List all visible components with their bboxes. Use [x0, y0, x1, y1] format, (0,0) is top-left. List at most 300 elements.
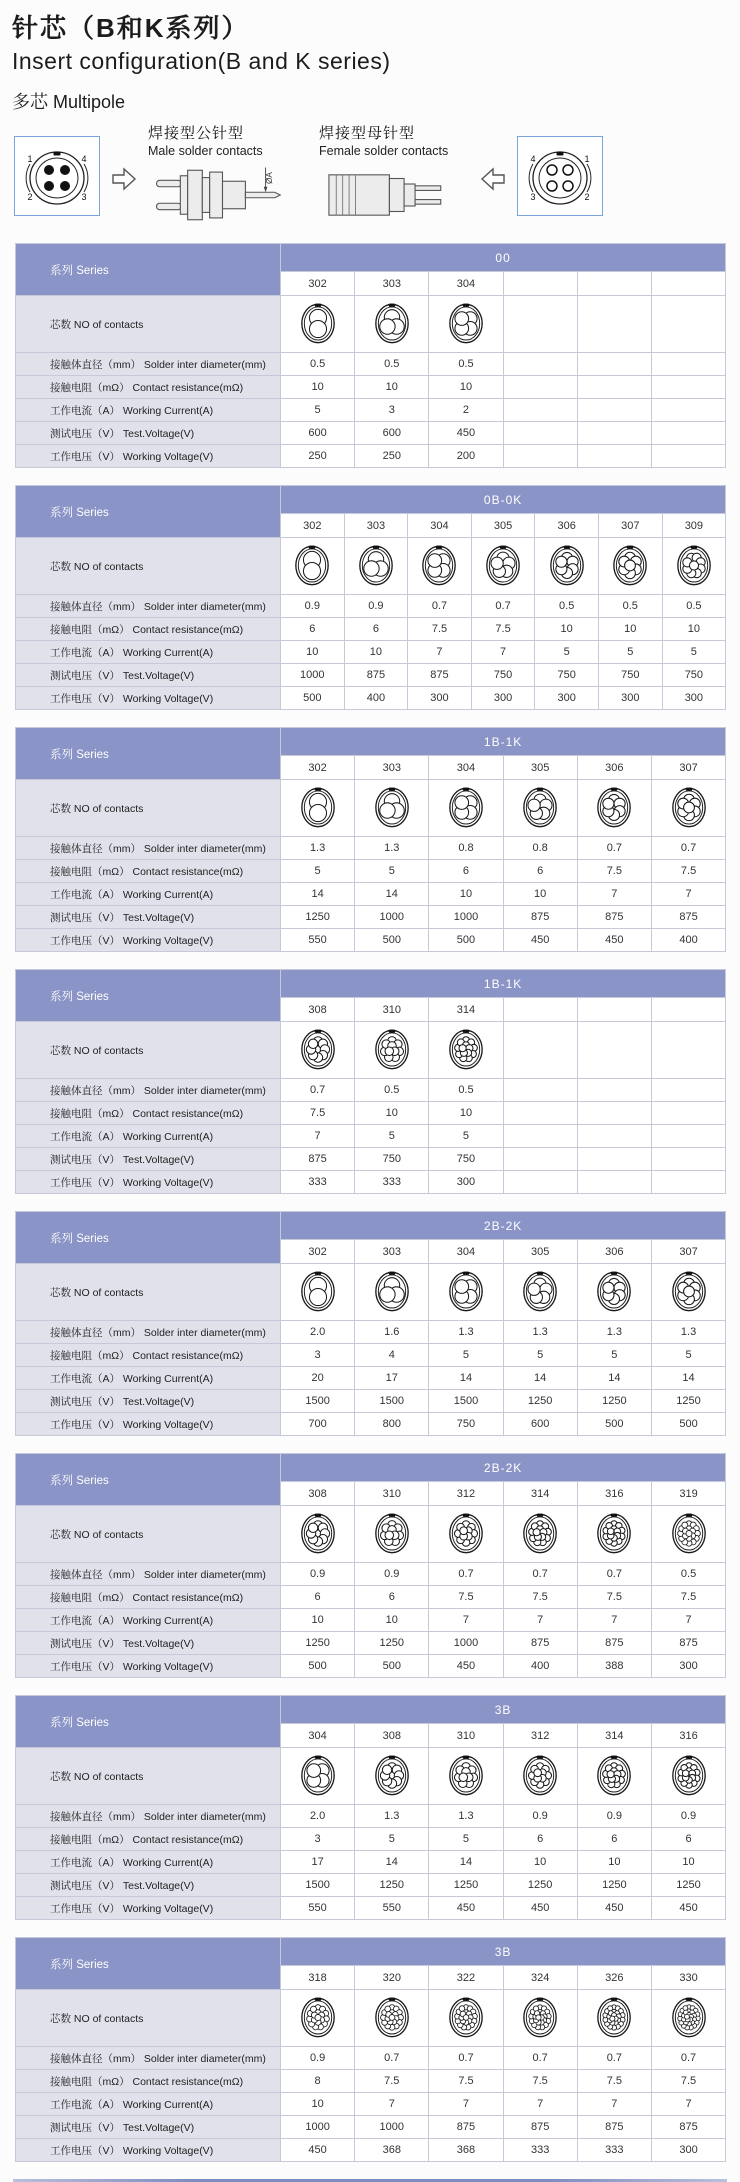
contacts-face-icon — [447, 1511, 485, 1555]
spec-row-working_voltage — [16, 687, 726, 710]
value-cell: 875 — [577, 2116, 651, 2139]
value-cell: 875 — [651, 1632, 725, 1655]
value-cell: 10 — [503, 883, 577, 906]
value-cell: 0.5 — [429, 1079, 503, 1102]
contacts-cell — [503, 1022, 577, 1079]
model-number: 306 — [577, 756, 651, 780]
spec-row-diameter — [16, 1079, 726, 1102]
contacts-cell — [503, 1264, 577, 1321]
contacts-face-icon — [373, 301, 411, 345]
value-cell: 875 — [344, 664, 408, 687]
contacts-face-icon — [299, 785, 337, 829]
series-label: 系列 Series — [16, 970, 281, 1022]
row-label-diameter: 接触体直径（mm） Solder inter diameter(mm) — [16, 595, 281, 618]
contacts-cell — [355, 1748, 429, 1805]
model-number: 303 — [355, 756, 429, 780]
model-number: 308 — [281, 1482, 355, 1506]
value-cell — [503, 1102, 577, 1125]
contacts-face-icon — [373, 785, 411, 829]
value-cell: 7 — [471, 641, 535, 664]
model-number: 316 — [577, 1482, 651, 1506]
male-connector-drawing — [148, 162, 308, 233]
spec-row-working_voltage — [16, 1413, 726, 1436]
contacts-cell — [281, 538, 345, 595]
contacts-cell — [662, 538, 726, 595]
model-number: 305 — [471, 514, 535, 538]
spec-row-diameter — [16, 595, 726, 618]
value-cell: 1250 — [577, 1874, 651, 1897]
series-table — [15, 1937, 726, 2162]
spec-row-working_voltage — [16, 445, 726, 468]
value-cell: 500 — [355, 929, 429, 952]
value-cell: 0.5 — [355, 353, 429, 376]
model-number: 312 — [429, 1482, 503, 1506]
male-figure-title-en: Male solder contacts — [148, 144, 263, 158]
contacts-cell — [577, 780, 651, 837]
row-label-current: 工作电流（A） Working Current(A) — [16, 1125, 281, 1148]
value-cell: 6 — [503, 1828, 577, 1851]
value-cell: 750 — [471, 664, 535, 687]
value-cell: 1250 — [355, 1632, 429, 1655]
value-cell: 1000 — [429, 1632, 503, 1655]
contacts-face-icon — [447, 1027, 485, 1071]
contacts-cell — [503, 1506, 577, 1563]
value-cell: 10 — [355, 1102, 429, 1125]
value-cell: 368 — [355, 2139, 429, 2162]
value-cell: 7.5 — [471, 618, 535, 641]
contacts-cell — [471, 538, 535, 595]
value-cell: 10 — [281, 1609, 355, 1632]
contacts-cell — [577, 1264, 651, 1321]
value-cell: 17 — [281, 1851, 355, 1874]
female-figure-title-cn: 焊接型母针型 — [319, 125, 416, 142]
value-cell: 1.3 — [355, 1805, 429, 1828]
value-cell: 5 — [503, 1344, 577, 1367]
contacts-row — [16, 1022, 726, 1079]
model-number: 319 — [651, 1482, 725, 1506]
row-label-current: 工作电流（A） Working Current(A) — [16, 883, 281, 906]
spec-row-current — [16, 399, 726, 422]
model-number: 308 — [355, 1724, 429, 1748]
series-name: 3B — [281, 1696, 726, 1724]
row-label-contacts: 芯数 NO of contacts — [16, 1990, 281, 2047]
value-cell: 450 — [429, 1655, 503, 1678]
value-cell: 875 — [577, 1632, 651, 1655]
value-cell — [503, 1125, 577, 1148]
value-cell: 300 — [408, 687, 472, 710]
value-cell: 10 — [535, 618, 599, 641]
value-cell: 7 — [429, 1609, 503, 1632]
value-cell: 4 — [355, 1344, 429, 1367]
series-table — [15, 727, 726, 952]
contacts-cell — [429, 1022, 503, 1079]
value-cell: 7.5 — [503, 2070, 577, 2093]
value-cell: 1000 — [355, 906, 429, 929]
value-cell: 250 — [281, 445, 355, 468]
row-label-test_voltage: 测试电压（V） Test.Voltage(V) — [16, 1632, 281, 1655]
row-label-diameter: 接触体直径（mm） Solder inter diameter(mm) — [16, 2047, 281, 2070]
value-cell: 7 — [503, 1609, 577, 1632]
value-cell: 0.8 — [503, 837, 577, 860]
value-cell: 0.9 — [344, 595, 408, 618]
value-cell: 450 — [429, 1897, 503, 1920]
value-cell — [577, 445, 651, 468]
spec-row-resistance — [16, 860, 726, 883]
value-cell: 5 — [662, 641, 726, 664]
value-cell: 10 — [651, 1851, 725, 1874]
value-cell: 5 — [535, 641, 599, 664]
model-number: 304 — [429, 756, 503, 780]
model-number: 312 — [503, 1724, 577, 1748]
row-label-resistance: 接触电阻（mΩ） Contact resistance(mΩ) — [16, 2070, 281, 2093]
value-cell: 300 — [429, 1171, 503, 1194]
row-label-test_voltage: 测试电压（V） Test.Voltage(V) — [16, 1148, 281, 1171]
value-cell: 300 — [651, 1655, 725, 1678]
value-cell: 6 — [577, 1828, 651, 1851]
contacts-row — [16, 1264, 726, 1321]
row-label-test_voltage: 测试电压（V） Test.Voltage(V) — [16, 1874, 281, 1897]
row-label-test_voltage: 测试电压（V） Test.Voltage(V) — [16, 2116, 281, 2139]
contacts-face-icon — [548, 543, 586, 587]
spec-row-diameter — [16, 1805, 726, 1828]
value-cell: 368 — [429, 2139, 503, 2162]
value-cell: 7 — [408, 641, 472, 664]
contacts-face-icon — [357, 543, 395, 587]
contacts-face-icon — [595, 1511, 633, 1555]
value-cell: 500 — [281, 1655, 355, 1678]
contacts-face-icon — [521, 1511, 559, 1555]
value-cell: 600 — [355, 422, 429, 445]
row-label-diameter: 接触体直径（mm） Solder inter diameter(mm) — [16, 837, 281, 860]
spec-row-resistance — [16, 618, 726, 641]
model-number: 307 — [651, 1240, 725, 1264]
contacts-face-icon — [299, 1995, 337, 2039]
contacts-cell — [355, 1506, 429, 1563]
value-cell — [651, 353, 725, 376]
value-cell: 7.5 — [577, 1586, 651, 1609]
contacts-face-icon — [675, 543, 713, 587]
value-cell: 500 — [651, 1413, 725, 1436]
contacts-cell — [577, 1022, 651, 1079]
contacts-row — [16, 1506, 726, 1563]
row-label-working_voltage: 工作电压（V） Working Voltage(V) — [16, 1171, 281, 1194]
spec-row-working_voltage — [16, 1655, 726, 1678]
value-cell: 5 — [429, 1125, 503, 1148]
value-cell: 5 — [355, 1828, 429, 1851]
series-label: 系列 Series — [16, 1212, 281, 1264]
row-label-working_voltage: 工作电压（V） Working Voltage(V) — [16, 1413, 281, 1436]
row-label-test_voltage: 测试电压（V） Test.Voltage(V) — [16, 1390, 281, 1413]
row-label-diameter: 接触体直径（mm） Solder inter diameter(mm) — [16, 1079, 281, 1102]
value-cell: 1250 — [429, 1874, 503, 1897]
value-cell: 0.5 — [651, 1563, 725, 1586]
contacts-cell — [503, 780, 577, 837]
spec-row-resistance — [16, 2070, 726, 2093]
value-cell: 10 — [355, 1609, 429, 1632]
value-cell: 3 — [355, 399, 429, 422]
model-number — [651, 272, 725, 296]
value-cell: 7 — [651, 2093, 725, 2116]
value-cell: 1000 — [355, 2116, 429, 2139]
row-label-contacts: 芯数 NO of contacts — [16, 1748, 281, 1805]
contacts-row — [16, 780, 726, 837]
value-cell: 0.8 — [429, 837, 503, 860]
value-cell: 7 — [651, 883, 725, 906]
contacts-face-icon — [521, 785, 559, 829]
series-name: 00 — [281, 244, 726, 272]
contacts-row — [16, 538, 726, 595]
value-cell — [577, 1102, 651, 1125]
value-cell: 2 — [429, 399, 503, 422]
value-cell: 875 — [503, 1632, 577, 1655]
model-number: 303 — [355, 272, 429, 296]
model-number — [577, 998, 651, 1022]
value-cell: 7.5 — [651, 860, 725, 883]
model-number: 307 — [651, 756, 725, 780]
value-cell: 0.7 — [503, 2047, 577, 2070]
model-number: 303 — [355, 1240, 429, 1264]
contacts-face-icon — [293, 543, 331, 587]
value-cell: 7 — [429, 2093, 503, 2116]
row-label-working_voltage: 工作电压（V） Working Voltage(V) — [16, 1897, 281, 1920]
model-number: 330 — [651, 1966, 725, 1990]
contacts-cell — [577, 1990, 651, 2047]
value-cell: 333 — [281, 1171, 355, 1194]
contacts-face-icon — [670, 785, 708, 829]
contacts-face-icon — [521, 1995, 559, 2039]
row-label-current: 工作电流（A） Working Current(A) — [16, 1609, 281, 1632]
value-cell: 0.5 — [598, 595, 662, 618]
model-number: 318 — [281, 1966, 355, 1990]
value-cell: 1000 — [281, 664, 345, 687]
model-number: 314 — [429, 998, 503, 1022]
series-name: 0B-0K — [281, 486, 726, 514]
contacts-face-icon — [670, 1995, 708, 2039]
row-label-current: 工作电流（A） Working Current(A) — [16, 399, 281, 422]
series-table — [15, 1211, 726, 1436]
model-number: 307 — [598, 514, 662, 538]
value-cell: 450 — [651, 1897, 725, 1920]
spec-row-test_voltage — [16, 1632, 726, 1655]
value-cell: 750 — [429, 1148, 503, 1171]
value-cell: 7 — [281, 1125, 355, 1148]
value-cell: 875 — [503, 2116, 577, 2139]
spec-row-resistance — [16, 1586, 726, 1609]
series-name: 2B-2K — [281, 1454, 726, 1482]
model-number: 303 — [344, 514, 408, 538]
value-cell: 750 — [535, 664, 599, 687]
female-contact-figure — [319, 122, 469, 233]
contacts-face-icon — [595, 1753, 633, 1797]
row-label-resistance: 接触电阻（mΩ） Contact resistance(mΩ) — [16, 1344, 281, 1367]
model-number — [503, 998, 577, 1022]
value-cell: 0.9 — [355, 1563, 429, 1586]
value-cell: 14 — [281, 883, 355, 906]
contacts-cell — [429, 1990, 503, 2047]
contacts-cell — [355, 1022, 429, 1079]
pin-number-label: 4 — [81, 154, 87, 164]
model-number: 310 — [355, 1482, 429, 1506]
value-cell: 0.9 — [281, 2047, 355, 2070]
value-cell: 0.9 — [577, 1805, 651, 1828]
value-cell: 6 — [344, 618, 408, 641]
value-cell: 10 — [281, 2093, 355, 2116]
value-cell: 550 — [355, 1897, 429, 1920]
value-cell: 0.9 — [651, 1805, 725, 1828]
row-label-resistance: 接触电阻（mΩ） Contact resistance(mΩ) — [16, 1586, 281, 1609]
value-cell: 1250 — [281, 1632, 355, 1655]
value-cell: 875 — [408, 664, 472, 687]
spec-row-resistance — [16, 1828, 726, 1851]
value-cell: 6 — [503, 860, 577, 883]
value-cell: 10 — [344, 641, 408, 664]
value-cell: 450 — [503, 1897, 577, 1920]
diagram-row — [14, 122, 740, 233]
value-cell: 5 — [355, 860, 429, 883]
row-label-test_voltage: 测试电压（V） Test.Voltage(V) — [16, 906, 281, 929]
male-face-svg — [15, 137, 99, 215]
value-cell: 7.5 — [429, 1586, 503, 1609]
value-cell: 7.5 — [577, 860, 651, 883]
contacts-row — [16, 1990, 726, 2047]
row-label-contacts: 芯数 NO of contacts — [16, 780, 281, 837]
value-cell — [503, 422, 577, 445]
value-cell: 333 — [503, 2139, 577, 2162]
contacts-face-icon — [670, 1511, 708, 1555]
value-cell: 0.5 — [662, 595, 726, 618]
value-cell — [651, 399, 725, 422]
value-cell: 7.5 — [429, 2070, 503, 2093]
value-cell: 450 — [429, 422, 503, 445]
contacts-face-icon — [447, 1753, 485, 1797]
row-label-working_voltage: 工作电压（V） Working Voltage(V) — [16, 1655, 281, 1678]
contacts-cell — [429, 296, 503, 353]
pin-number-label: 1 — [27, 154, 33, 164]
value-cell: 14 — [429, 1367, 503, 1390]
value-cell: 7 — [355, 2093, 429, 2116]
series-table — [15, 1453, 726, 1678]
pin-number-label: 3 — [530, 192, 536, 202]
series-label: 系列 Series — [16, 486, 281, 538]
model-number: 304 — [281, 1724, 355, 1748]
value-cell: 14 — [355, 1851, 429, 1874]
spec-row-working_voltage — [16, 1897, 726, 1920]
contacts-row — [16, 296, 726, 353]
value-cell: 0.5 — [429, 353, 503, 376]
spec-row-resistance — [16, 1102, 726, 1125]
value-cell: 300 — [535, 687, 599, 710]
value-cell: 1.3 — [429, 1805, 503, 1828]
value-cell: 7 — [577, 883, 651, 906]
value-cell — [503, 1079, 577, 1102]
value-cell: 250 — [355, 445, 429, 468]
value-cell: 7.5 — [651, 1586, 725, 1609]
contacts-cell — [651, 1022, 725, 1079]
contacts-face-icon — [299, 301, 337, 345]
male-contact-figure — [148, 122, 308, 233]
series-label: 系列 Series — [16, 1454, 281, 1506]
contacts-cell — [355, 780, 429, 837]
value-cell: 10 — [598, 618, 662, 641]
value-cell — [577, 353, 651, 376]
spec-row-test_voltage — [16, 422, 726, 445]
row-label-diameter: 接触体直径（mm） Solder inter diameter(mm) — [16, 1563, 281, 1586]
row-label-diameter: 接触体直径（mm） Solder inter diameter(mm) — [16, 1805, 281, 1828]
value-cell: 0.9 — [281, 1563, 355, 1586]
value-cell — [577, 376, 651, 399]
value-cell: 0.7 — [651, 837, 725, 860]
contacts-cell — [535, 538, 599, 595]
series-name: 2B-2K — [281, 1212, 726, 1240]
page-title-cn: 针芯（B和K系列） — [12, 13, 250, 43]
value-cell: 0.7 — [408, 595, 472, 618]
model-number: 305 — [503, 756, 577, 780]
value-cell: 5 — [355, 1125, 429, 1148]
contacts-cell — [503, 296, 577, 353]
model-number — [577, 272, 651, 296]
contacts-cell — [429, 1748, 503, 1805]
value-cell — [651, 445, 725, 468]
contacts-face-icon — [373, 1511, 411, 1555]
model-number: 302 — [281, 514, 345, 538]
value-cell — [651, 1125, 725, 1148]
model-number — [651, 998, 725, 1022]
value-cell — [577, 399, 651, 422]
model-number: 306 — [535, 514, 599, 538]
pin-number-label: 2 — [584, 192, 590, 202]
value-cell: 5 — [577, 1344, 651, 1367]
value-cell: 1500 — [281, 1390, 355, 1413]
value-cell: 750 — [429, 1413, 503, 1436]
series-table — [15, 1695, 726, 1920]
contacts-row — [16, 1748, 726, 1805]
value-cell — [503, 1171, 577, 1194]
value-cell — [577, 1148, 651, 1171]
value-cell: 1000 — [281, 2116, 355, 2139]
value-cell: 1.3 — [577, 1321, 651, 1344]
model-number: 326 — [577, 1966, 651, 1990]
value-cell: 333 — [355, 1171, 429, 1194]
contacts-face-icon — [595, 1995, 633, 2039]
contacts-cell — [429, 1506, 503, 1563]
value-cell: 10 — [429, 1102, 503, 1125]
contacts-cell — [429, 1264, 503, 1321]
model-number — [503, 272, 577, 296]
row-label-contacts: 芯数 NO of contacts — [16, 1022, 281, 1079]
spec-row-test_voltage — [16, 2116, 726, 2139]
value-cell: 1.6 — [355, 1321, 429, 1344]
spec-row-diameter — [16, 353, 726, 376]
contacts-cell — [651, 1748, 725, 1805]
male-dim-label: ØA — [265, 172, 274, 184]
value-cell: 0.5 — [535, 595, 599, 618]
contacts-cell — [651, 1990, 725, 2047]
model-number: 305 — [503, 1240, 577, 1264]
contacts-face-icon — [595, 1269, 633, 1313]
spec-row-test_voltage — [16, 1874, 726, 1897]
value-cell: 8 — [281, 2070, 355, 2093]
contacts-cell — [598, 538, 662, 595]
contacts-cell — [281, 1264, 355, 1321]
value-cell: 400 — [503, 1655, 577, 1678]
value-cell — [651, 1148, 725, 1171]
value-cell: 0.5 — [281, 353, 355, 376]
row-label-test_voltage: 测试电压（V） Test.Voltage(V) — [16, 422, 281, 445]
value-cell: 0.5 — [355, 1079, 429, 1102]
datasheet-page — [0, 8, 740, 2157]
arrow-left-icon — [480, 166, 506, 197]
row-label-current: 工作电流（A） Working Current(A) — [16, 641, 281, 664]
